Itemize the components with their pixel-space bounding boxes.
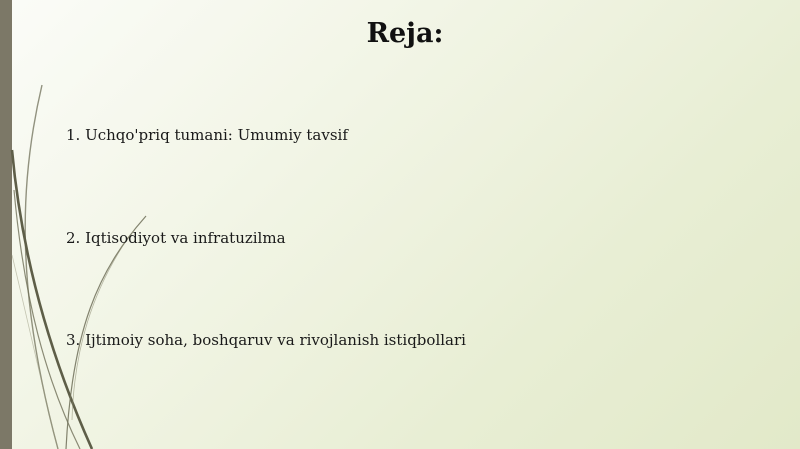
agenda-item-2: 2. Iqtisodiyot va infratuzilma (66, 229, 286, 247)
agenda-item-1: 1. Uchqo'priq tumani: Umumiy tavsif (66, 126, 348, 144)
slide-title: Reja: (366, 18, 444, 49)
grass-line (12, 150, 92, 449)
grass-line (72, 235, 130, 420)
agenda-item-3: 3. Ijtimoiy soha, boshqaruv va rivojlanish istiqbollari (66, 331, 466, 349)
decorative-grass-lines (0, 0, 160, 449)
